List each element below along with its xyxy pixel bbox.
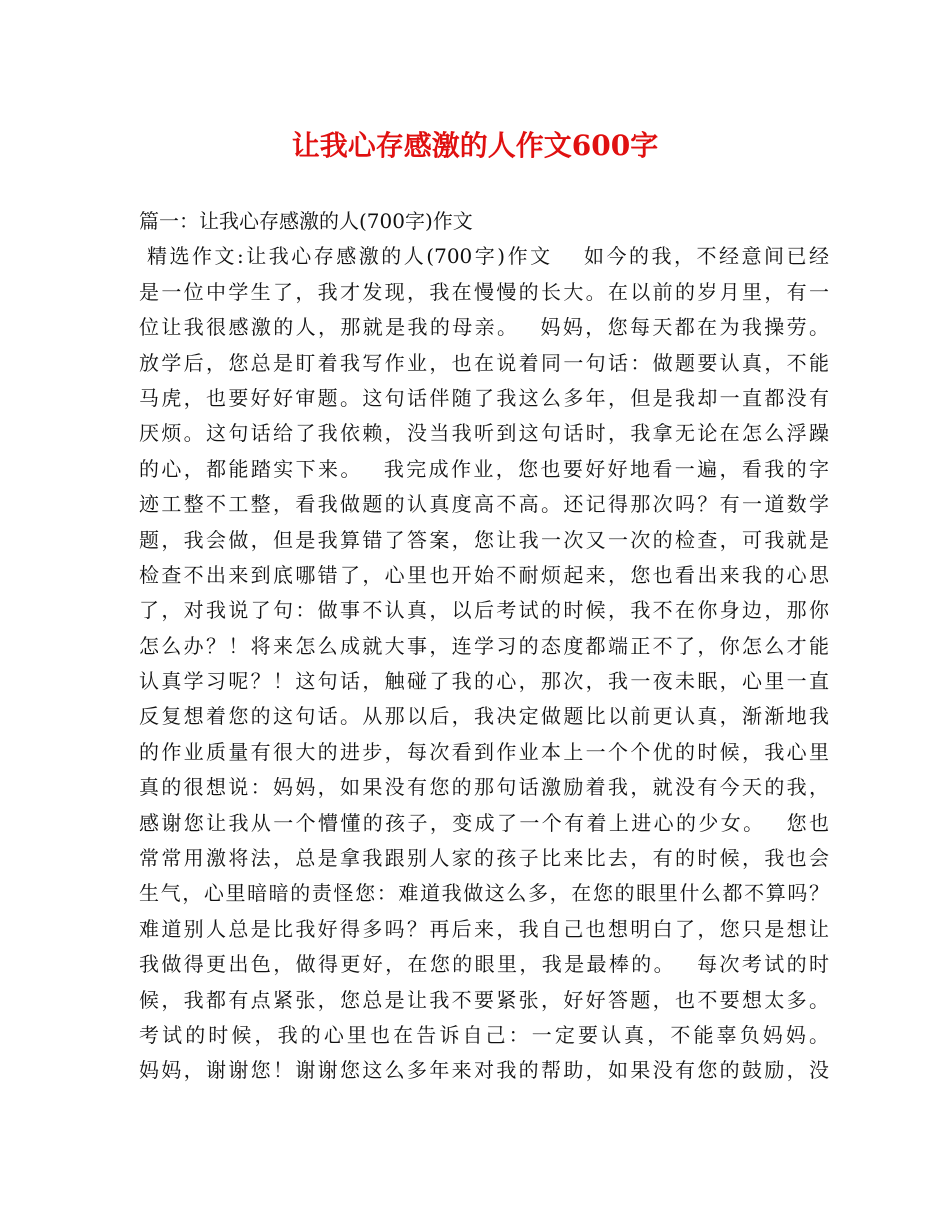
body-line: 难道别人总是比我好得多吗？再后来，我自己也想明白了，您只是想让 bbox=[139, 916, 829, 941]
body-line: 认真学习呢？！这句话，触碰了我的心，那次，我一夜未眠，心里一直 bbox=[139, 669, 829, 694]
body-line: 迹工整不工整，看我做题的认真度高不高。还记得那次吗？有一道数学 bbox=[139, 492, 829, 517]
body-line: 候，我都有点紧张，您总是让我不要紧张，好好答题，也不要想太多。 bbox=[139, 987, 829, 1012]
body-line: 检查不出来到底哪错了，心里也开始不耐烦起来，您也看出来我的心思 bbox=[139, 562, 829, 587]
body-line: 怎么办？！将来怎么成就大事，连学习的态度都端正不了，你怎么才能 bbox=[139, 633, 829, 658]
body-line: 常常用激将法，总是拿我跟别人家的孩子比来比去，有的时候，我也会 bbox=[139, 846, 829, 871]
section-heading: 篇一：让我心存感激的人(700字)作文 bbox=[139, 209, 473, 233]
body-line: 是一位中学生了，我才发现，我在慢慢的长大。在以前的岁月里，有一 bbox=[139, 279, 829, 304]
body-line: 精选作文:让我心存感激的人(700字)作文 如今的我，不经意间已经 bbox=[147, 244, 829, 269]
body-line: 了，对我说了句：做事不认真，以后考试的时候，我不在你身边，那你 bbox=[139, 598, 829, 623]
body-line: 位让我很感激的人，那就是我的母亲。 妈妈，您每天都在为我操劳。 bbox=[139, 315, 829, 340]
body-line: 感谢您让我从一个懵懂的孩子，变成了一个有着上进心的少女。 您也 bbox=[139, 810, 829, 835]
body-line: 妈妈，谢谢您！谢谢您这么多年来对我的帮助，如果没有您的鼓励，没 bbox=[139, 1058, 829, 1083]
article-body bbox=[139, 204, 829, 1089]
body-line: 我做得更出色，做得更好，在您的眼里，我是最棒的。 每次考试的时 bbox=[139, 952, 829, 977]
body-line: 反复想着您的这句话。从那以后，我决定做题比以前更认真，渐渐地我 bbox=[139, 704, 829, 729]
body-line: 厌烦。这句话给了我依赖，没当我听到这句话时，我拿无论在怎么浮躁 bbox=[139, 421, 829, 446]
body-line: 题，我会做，但是我算错了答案，您让我一次又一次的检查，可我就是 bbox=[139, 527, 829, 552]
body-line: 考试的时候，我的心里也在告诉自己：一定要认真，不能辜负妈妈。 bbox=[139, 1022, 829, 1047]
body-line: 的作业质量有很大的进步，每次看到作业本上一个个优的时候，我心里 bbox=[139, 739, 829, 764]
body-line: 生气，心里暗暗的责怪您：难道我做这么多，在您的眼里什么都不算吗？ bbox=[139, 881, 829, 906]
body-line: 真的很想说：妈妈，如果没有您的那句话激励着我，就没有今天的我， bbox=[139, 775, 829, 800]
document-title: 让我心存感激的人作文600字 bbox=[291, 129, 659, 162]
body-line: 放学后，您总是盯着我写作业，也在说着同一句话：做题要认真，不能 bbox=[139, 350, 829, 375]
body-line: 的心，都能踏实下来。 我完成作业，您也要好好地看一遍，看我的字 bbox=[139, 456, 829, 481]
body-line: 马虎，也要好好审题。这句话伴随了我这么多年，但是我却一直都没有 bbox=[139, 385, 829, 410]
